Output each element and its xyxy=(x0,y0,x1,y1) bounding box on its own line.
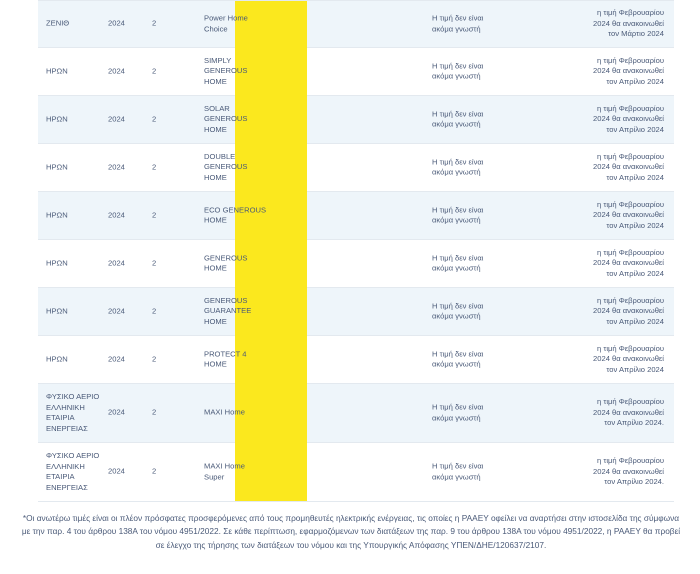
announcement-note: η τιμή Φεβρουαρίου 2024 θα ανακοινωθεί τον Απρίλιο 2024 xyxy=(593,55,664,86)
product-name: SOLAR GENEROUS HOME xyxy=(204,103,248,134)
month-cell: 2 xyxy=(152,407,157,417)
product-name: DOUBLE GENEROUS HOME xyxy=(204,151,248,182)
product-name: GENEROUS GUARANTEE HOME xyxy=(204,295,252,326)
product-name: PROTECT 4 HOME xyxy=(204,348,247,369)
announcement-note: η τιμή Φεβρουαρίου 2024 θα ανακοινωθεί τον Απρίλιο 2024 xyxy=(593,151,664,182)
table-row xyxy=(38,144,674,192)
price-status-note: Η τιμή δεν είναι ακόμα γνωστή xyxy=(432,60,484,81)
announcement-note: η τιμή Φεβρουαρίου 2024 θα ανακοινωθεί τον Απρίλιο 2024. xyxy=(593,397,664,428)
table-row xyxy=(38,96,674,144)
product-name: SIMPLY GENEROUS HOME xyxy=(204,55,248,86)
table-row xyxy=(38,384,674,443)
provider-name: ΦΥΣΙΚΟ ΑΕΡΙΟ ΕΛΛΗΝΙΚΗ ΕΤΑΙΡΙΑ ΕΝΕΡΓΕΙΑΣ xyxy=(46,450,100,492)
provider-name: ΗΡΩΝ xyxy=(46,114,68,124)
product-name: GENEROUS HOME xyxy=(204,252,248,273)
price-status-note: Η τιμή δεν είναι ακόμα γνωστή xyxy=(432,402,484,422)
product-name: ECO GENEROUS HOME xyxy=(204,204,267,225)
year-cell: 2024 xyxy=(108,407,125,417)
announcement-note: η τιμή Φεβρουαρίου 2024 θα ανακοινωθεί τον Απρίλιο 2024 xyxy=(593,199,664,230)
announcement-note: η τιμή Φεβρουαρίου 2024 θα ανακοινωθεί τον Απρίλιο 2024. xyxy=(593,456,664,487)
month-cell: 2 xyxy=(152,162,157,172)
price-status-note: Η τιμή δεν είναι ακόμα γνωστή xyxy=(432,13,484,33)
product-name: MAXI Home Super xyxy=(204,461,245,481)
price-status-note: Η τιμή δεν είναι ακόμα γνωστή xyxy=(432,300,484,321)
price-status-note: Η τιμή δεν είναι ακόμα γνωστή xyxy=(432,252,484,273)
announcement-note: η τιμή Φεβρουαρίου 2024 θα ανακοινωθεί τον Απρίλιο 2024 xyxy=(593,247,664,278)
year-cell: 2024 xyxy=(108,114,125,124)
month-cell: 2 xyxy=(152,306,157,316)
table-row xyxy=(38,336,674,384)
announcement-note: η τιμή Φεβρουαρίου 2024 θα ανακοινωθεί τον Απρίλιο 2024 xyxy=(593,343,664,374)
table-row xyxy=(38,288,674,336)
year-cell: 2024 xyxy=(108,210,125,220)
price-status-note: Η τιμή δεν είναι ακόμα γνωστή xyxy=(432,348,484,369)
price-status-note: Η τιμή δεν είναι ακόμα γνωστή xyxy=(432,204,484,225)
month-cell: 2 xyxy=(152,210,157,220)
announcement-note: η τιμή Φεβρουαρίου 2024 θα ανακοινωθεί τον Απρίλιο 2024 xyxy=(593,295,664,326)
product-name: Power Home Choice xyxy=(204,13,248,33)
table-row xyxy=(38,192,674,240)
announcement-note: η τιμή Φεβρουαρίου 2024 θα ανακοινωθεί τον Μάρτιο 2024 xyxy=(593,8,664,39)
product-name: MAXI Home xyxy=(204,407,245,417)
month-cell: 2 xyxy=(152,258,157,268)
price-status-note: Η τιμή δεν είναι ακόμα γνωστή xyxy=(432,108,484,129)
year-cell: 2024 xyxy=(108,66,125,76)
footnote: *Οι ανωτέρω τιμές είναι οι πλέον πρόσφατες προσφερόμενες από τους προμηθευτές ηλεκτρικής ενέργειας, τις οποίες η ΡΑΑΕΥ οφείλει να αναρτήσει στην ιστοσελίδα της σύμφωνα με την παρ. 4 του άρθρου 138Α του νόμου 4951/2022. Σε κάθε περίπτωση, εφαρμοζόμενων των διατάξεων της παρ. 9 του άρθρου 138Α του νόμου 4951/2022, η ΡΑΑΕΥ θα προβεί σε έλεγχο της τήρησης των διατάξεων του νόμου και της Υπουργικής Απόφασης ΥΠΕΝ/ΔΗΕ/120637/2107. xyxy=(21,513,681,550)
year-cell: 2024 xyxy=(108,18,125,28)
provider-name: ZENIΘ xyxy=(46,18,70,28)
price-status-note: Η τιμή δεν είναι ακόμα γνωστή xyxy=(432,461,484,481)
provider-name: ΗΡΩΝ xyxy=(46,258,68,268)
month-cell: 2 xyxy=(152,466,157,476)
announcement-note: η τιμή Φεβρουαρίου 2024 θα ανακοινωθεί τον Απρίλιο 2024 xyxy=(593,103,664,134)
provider-name: ΦΥΣΙΚΟ ΑΕΡΙΟ ΕΛΛΗΝΙΚΗ ΕΤΑΙΡΙΑ ΕΝΕΡΓΕΙΑΣ xyxy=(46,391,100,433)
provider-name: ΗΡΩΝ xyxy=(46,66,68,76)
provider-name: ΗΡΩΝ xyxy=(46,210,68,220)
month-cell: 2 xyxy=(152,18,157,28)
tariff-table xyxy=(38,0,674,502)
provider-name: ΗΡΩΝ xyxy=(46,354,68,364)
table-row xyxy=(38,443,674,502)
table-row xyxy=(38,1,674,48)
year-cell: 2024 xyxy=(108,354,125,364)
year-cell: 2024 xyxy=(108,306,125,316)
year-cell: 2024 xyxy=(108,162,125,172)
month-cell: 2 xyxy=(152,354,157,364)
table-row xyxy=(38,240,674,288)
provider-name: ΗΡΩΝ xyxy=(46,162,68,172)
provider-name: ΗΡΩΝ xyxy=(46,306,68,316)
month-cell: 2 xyxy=(152,66,157,76)
table-row xyxy=(38,48,674,96)
year-cell: 2024 xyxy=(108,466,125,476)
year-cell: 2024 xyxy=(108,258,125,268)
price-status-note: Η τιμή δεν είναι ακόμα γνωστή xyxy=(432,156,484,177)
month-cell: 2 xyxy=(152,114,157,124)
